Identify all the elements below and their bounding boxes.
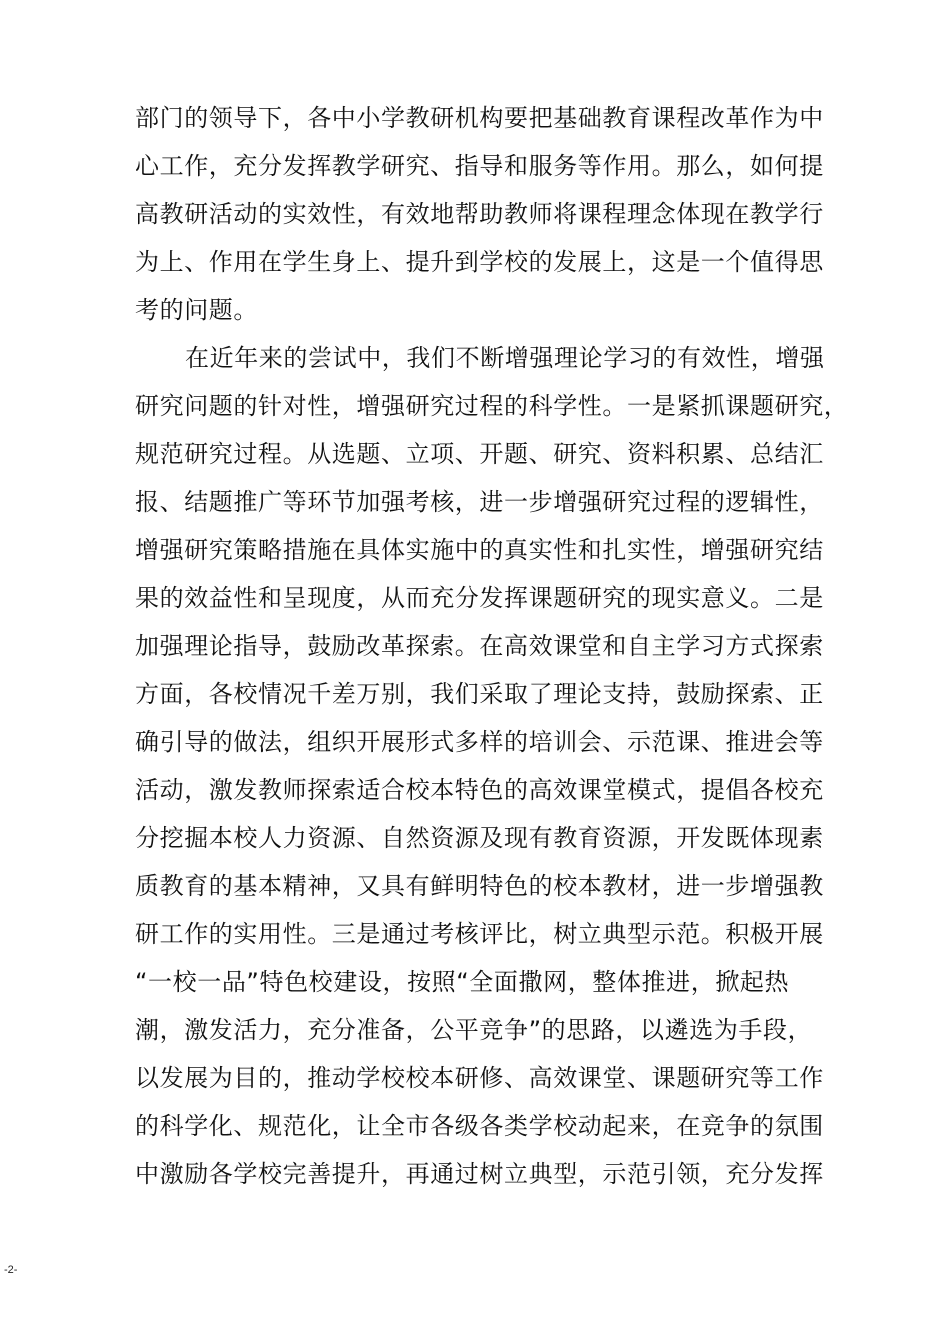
paragraph-line: 的科学化、规范化，让全市各级各类学校动起来，在竞争的氛围 — [135, 1112, 824, 1140]
paragraph-line: 果的效益性和呈现度，从而充分发挥课题研究的现实意义。二是 — [135, 584, 824, 612]
paragraph-line: 报、结题推广等环节加强考核，进一步增强研究过程的逻辑性， — [135, 488, 824, 516]
paragraph-line: 潮，激发活力，充分准备，公平竞争”的思路，以遴选为手段， — [135, 1016, 813, 1044]
paragraph-line: 部门的领导下，各中小学教研机构要把基础教育课程改革作为中 — [135, 104, 824, 132]
paragraph-line: 加强理论指导，鼓励改革探索。在高效课堂和自主学习方式探索 — [135, 632, 824, 660]
paragraph-line: 为上、作用在学生身上、提升到学校的发展上，这是一个值得思 — [135, 248, 824, 276]
paragraph-line: 以发展为目的，推动学校校本研修、高效课堂、课题研究等工作 — [135, 1064, 824, 1092]
paragraph-line: 质教育的基本精神，又具有鲜明特色的校本教材，进一步增强教 — [135, 872, 824, 900]
page-number: -2- — [4, 1264, 18, 1276]
paragraph-line: 心工作，充分发挥教学研究、指导和服务等作用。那么，如何提 — [135, 152, 824, 180]
paragraph-line: “一校一品”特色校建设，按照“全面撒网，整体推进，掀起热 — [135, 968, 790, 996]
paragraph-line: 分挖掘本校人力资源、自然资源及现有教育资源，开发既体现素 — [135, 824, 824, 852]
paragraph-line: 规范研究过程。从选题、立项、开题、研究、资料积累、总结汇 — [135, 440, 824, 468]
paragraph-line: 中激励各学校完善提升，再通过树立典型，示范引领，充分发挥 — [135, 1160, 824, 1188]
paragraph-line: 确引导的做法，组织开展形式多样的培训会、示范课、推进会等 — [135, 728, 824, 756]
paragraph-line: 研工作的实用性。三是通过考核评比，树立典型示范。积极开展 — [135, 920, 824, 948]
paragraph-line: 活动，激发教师探索适合校本特色的高效课堂模式，提倡各校充 — [135, 776, 824, 804]
paragraph-line: 考的问题。 — [135, 296, 258, 324]
paragraph-line: 研究问题的针对性，增强研究过程的科学性。一是紧抓课题研究， — [135, 392, 849, 420]
paragraph-line: 在近年来的尝试中，我们不断增强理论学习的有效性，增强 — [185, 344, 825, 372]
paragraph-line: 增强研究策略措施在具体实施中的真实性和扎实性，增强研究结 — [135, 536, 824, 564]
paragraph-line: 高教研活动的实效性，有效地帮助教师将课程理念体现在教学行 — [135, 200, 824, 228]
paragraph-line: 方面，各校情况千差万别，我们采取了理论支持，鼓励探索、正 — [135, 680, 824, 708]
